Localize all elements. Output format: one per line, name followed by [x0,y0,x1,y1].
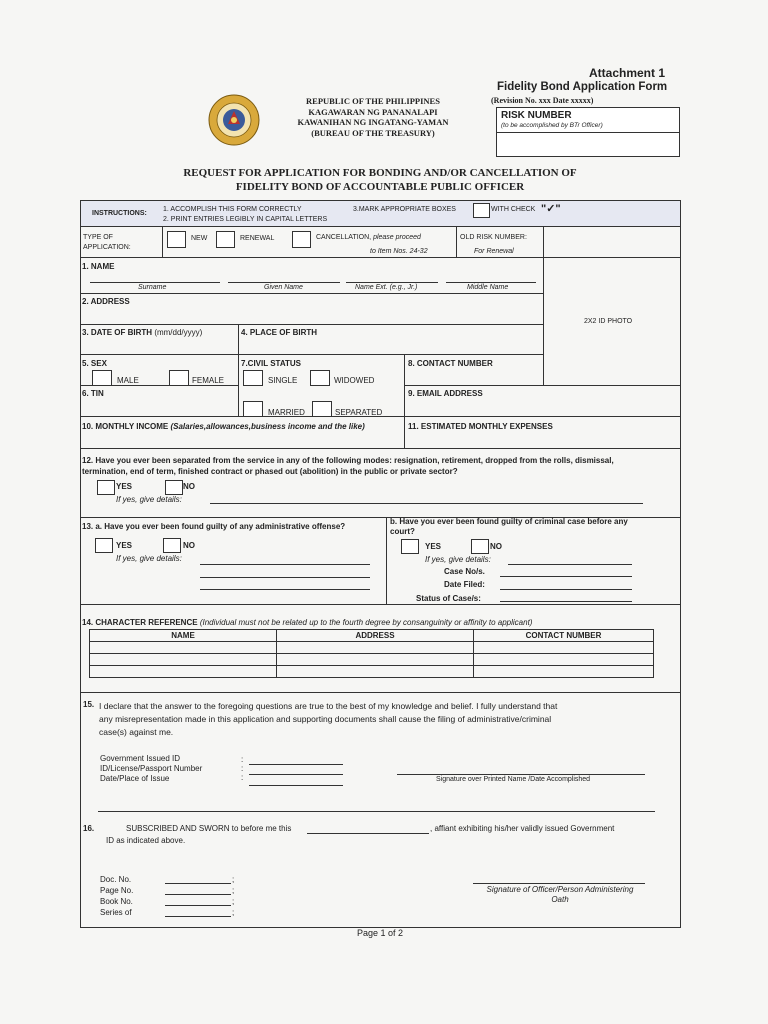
given-name-caption: Given Name [264,284,303,291]
cancellation-note: please proceed [373,234,421,241]
widowed-label: WIDOWED [334,376,375,385]
risk-number-note: (to be accomplished by BTr Officer) [501,122,603,129]
q13a-question: 13. a. Have you ever been found guilty of any administrative offense? [82,522,346,531]
q12-no-label: NO [183,482,195,491]
risk-number-box[interactable] [496,107,680,157]
new-label: NEW [191,235,208,242]
q12-details-label: If yes, give details: [116,495,182,504]
name-label: 1. NAME [82,262,115,271]
signature-line[interactable] [397,774,645,775]
q12-details-line[interactable] [210,503,643,504]
q13b-line-2: court? [390,527,415,536]
q15-line-3: case(s) against me. [99,727,174,737]
female-label: FEMALE [192,376,225,385]
instructions-label: INSTRUCTIONS: [92,210,147,217]
risk-number-label: RISK NUMBER [501,110,572,121]
female-checkbox[interactable] [169,370,189,386]
book-no-label: Book No. [100,897,133,906]
page-number: Page 1 of 2 [357,928,404,938]
q13b-line-1: b. Have you ever been found guilty of criminal case before any [390,517,628,526]
gov-id-line[interactable] [249,764,343,765]
check-mark: "✓" [541,203,561,215]
name-ext-caption: Name Ext. (e.g., Jr.) [355,284,418,291]
dob-label: 3. DATE OF BIRTH [82,328,153,337]
sex-label: 5. SEX [82,359,107,368]
table-row [90,642,654,654]
agency-line-1: REPUBLIC OF THE PHILIPPINES [306,96,440,106]
column-address: ADDRESS [277,630,474,642]
table-row [90,654,654,666]
q16-text-a: SUBSCRIBED AND SWORN to before me this [126,824,292,833]
q13b-yes-label: YES [425,542,442,551]
sample-checkbox [473,203,490,218]
dob-format: (mm/dd/yyyy) [154,328,203,337]
instruction-1: 1. ACCOMPLISH THIS FORM CORRECTLY [163,206,302,213]
q12-line-2: termination, end of term, finished contract or phased out (abolition) in the public or private sector? [82,467,458,476]
married-label: MARRIED [268,408,305,417]
q13a-details-label: If yes, give details: [116,554,182,563]
q13a-details-line-1[interactable] [200,564,370,565]
table-row [90,666,654,678]
middle-name-caption: Middle Name [467,284,509,291]
title-line-2: FIDELITY BOND OF ACCOUNTABLE PUBLIC OFFICER [235,181,525,193]
tin-label: 6. TIN [82,389,104,398]
cancellation-checkbox[interactable] [292,231,311,248]
q13b-date-filed-label: Date Filed: [444,580,485,589]
column-name: NAME [90,630,277,642]
male-checkbox[interactable] [92,370,112,386]
male-label: MALE [117,376,139,385]
contact-number-label: 8. CONTACT NUMBER [408,359,493,368]
id-number-line[interactable] [249,774,343,775]
q12-line-1: 12. Have you ever been separated from the service in any of the following modes: resignation, retirement, dropped from the rolls, dismissal, [82,456,614,465]
instructions-row [81,201,680,227]
q15-line-1: I declare that the answer to the foregoing questions are true to the best of my knowledge and belief. I fully understand that [99,701,558,711]
officer-signature-line[interactable] [473,883,645,884]
gov-id-label: Government Issued ID [100,754,181,763]
civil-status-label: 7.CIVIL STATUS [241,359,302,368]
q16-line-2: ID as indicated above. [106,836,186,845]
q14-note: (Individual must not be related up to the fourth degree by consanguinity or affinity to applicant) [199,618,533,627]
old-risk-number-label: OLD RISK NUMBER: [460,234,527,241]
renewal-label: RENEWAL [240,235,275,242]
q13a-details-line-3[interactable] [200,589,370,590]
monthly-income-note: (Salaries,allowances,business income and the like) [170,422,365,431]
q13b-case-line[interactable] [500,576,632,577]
character-reference-table [89,629,654,678]
with-check-label: WITH CHECK [491,206,536,213]
q14-label: 14. CHARACTER REFERENCE [82,618,198,627]
doc-no-label: Doc. No. [100,875,132,884]
photo-label: 2X2 ID PHOTO [584,318,633,325]
q12-no-checkbox[interactable] [165,480,183,495]
type-of-application-label: TYPE OF APPLICATION: [83,234,131,251]
renewal-checkbox[interactable] [216,231,235,248]
agency-line-3: KAWANIHAN NG INGATANG-YAMAN [297,117,449,127]
separated-checkbox[interactable] [312,401,332,417]
separated-label: SEPARATED [335,408,383,417]
q13a-no-label: NO [183,541,195,550]
q13b-details-label: If yes, give details: [425,555,491,564]
q12-yes-label: YES [116,482,133,491]
title-line-1: REQUEST FOR APPLICATION FOR BONDING AND/OR CANCELLATION OF [183,167,577,179]
old-risk-number-note: For Renewal [474,248,514,255]
doc-no-line[interactable] [165,883,231,884]
q13b-date-line[interactable] [500,589,632,590]
attachment-label: Attachment 1 [589,66,666,80]
column-contact-number: CONTACT NUMBER [474,630,654,642]
q13b-status-line[interactable] [500,601,632,602]
agency-line-2: KAGAWARAN NG PANANALAPI [308,106,438,117]
date-place-line[interactable] [249,785,343,786]
instruction-2: 2. PRINT ENTRIES LEGIBLY IN CAPITAL LETTERS [163,216,328,223]
agency-line-4: (BUREAU OF THE TREASURY) [311,127,435,138]
officer-caption-2: Oath [551,895,569,904]
q13b-status-label: Status of Case/s: [416,594,481,603]
series-label: Series of [100,908,132,917]
married-checkbox[interactable] [243,401,263,417]
q13b-no-label: NO [490,542,502,551]
q13a-yes-checkbox[interactable] [95,538,113,553]
date-place-label: Date/Place of Issue [100,774,170,783]
q13b-case-label: Case No/s. [444,567,485,576]
treasury-seal-icon [208,94,260,146]
id-number-label: ID/License/Passport Number [100,764,203,773]
book-no-line[interactable] [165,905,231,906]
officer-caption-1: Signature of Officer/Person Administering [486,885,634,894]
q13a-yes-label: YES [116,541,133,550]
form-title: Fidelity Bond Application Form [497,81,668,93]
page-no-line[interactable] [165,894,231,895]
email-label: 9. EMAIL ADDRESS [408,389,483,398]
q15-line-2: any misrepresentation made in this application and supporting documents shall cause the filing of administrative/criminal [99,714,552,724]
signature-caption: Signature over Printed Name /Date Accomplished [436,776,591,783]
page-no-label: Page No. [100,886,134,895]
new-checkbox[interactable] [167,231,186,248]
q13b-yes-checkbox[interactable] [401,539,419,554]
revision-label: (Revision No. xxx Date xxxxx) [491,96,594,105]
cancellation-label: CANCELLATION, [316,234,372,241]
series-line[interactable] [165,916,231,917]
q16-text-b: , affiant exhibiting his/her validly issued Government [430,824,615,833]
q13a-no-checkbox[interactable] [163,538,181,553]
surname-caption: Surname [138,284,167,291]
q13a-details-line-2[interactable] [200,577,370,578]
single-checkbox[interactable] [243,370,263,386]
widowed-checkbox[interactable] [310,370,330,386]
expenses-label: 11. ESTIMATED MONTHLY EXPENSES [408,422,553,431]
q12-yes-checkbox[interactable] [97,480,115,495]
q13b-no-checkbox[interactable] [471,539,489,554]
q15-number: 15. [83,700,95,709]
sworn-date-line[interactable] [307,833,429,834]
address-label: 2. ADDRESS [82,297,130,306]
instruction-3: 3.MARK APPROPRIATE BOXES [353,206,456,213]
cancellation-note-2: to Item Nos. 24-32 [370,248,428,255]
pob-label: 4. PLACE OF BIRTH [241,328,318,337]
q16-number: 16. [83,824,95,833]
single-label: SINGLE [268,376,298,385]
monthly-income-label: 10. MONTHLY INCOME [82,422,169,431]
